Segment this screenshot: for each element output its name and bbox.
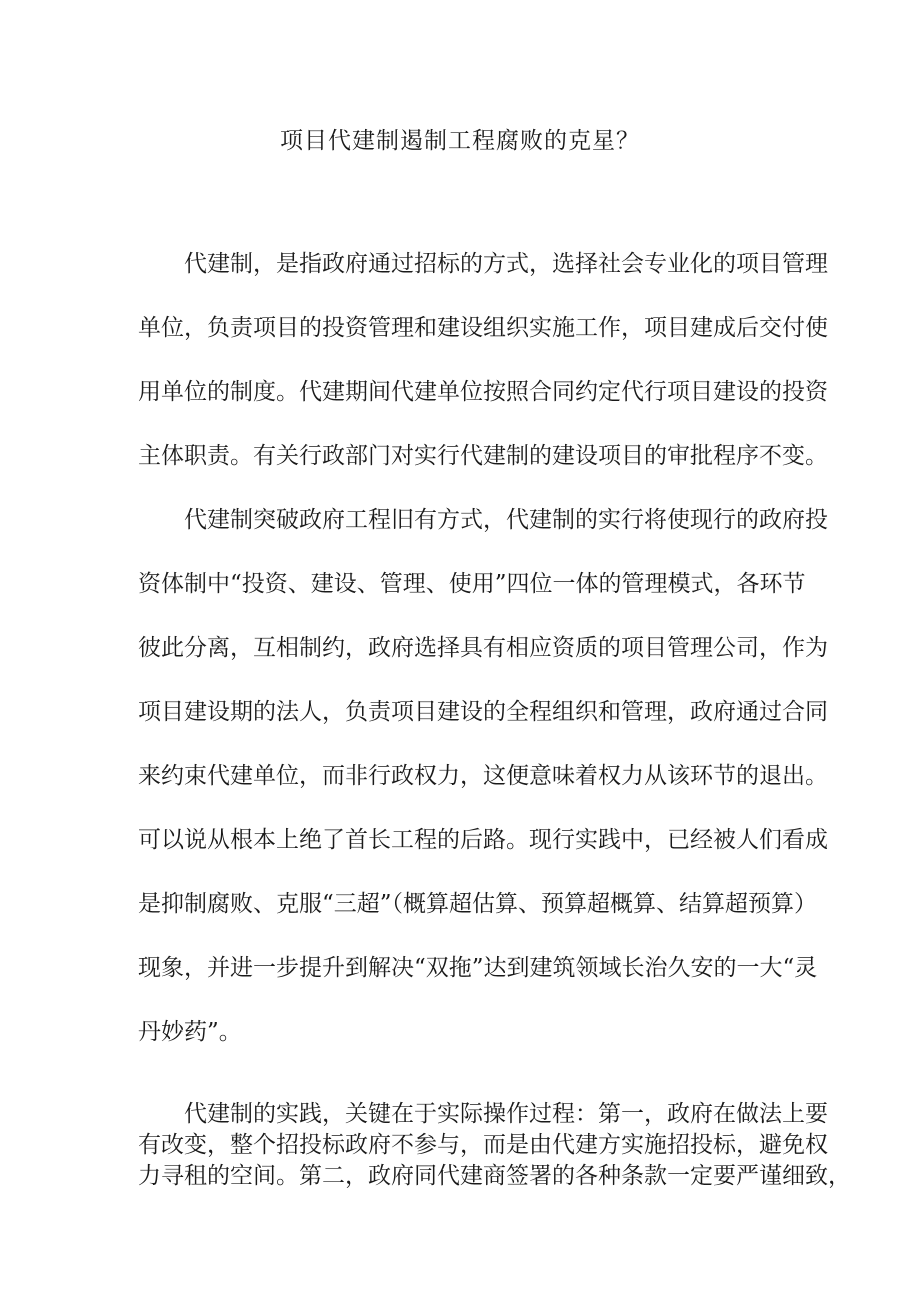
paragraph-1-line-3: 用单位的制度。代建期间代建单位按照合同约定代行项目建设的投资 [138, 379, 828, 405]
paragraph-2-line-3: 彼此分离，互相制约，政府选择具有相应资质的项目管理公司，作为 [138, 635, 828, 661]
paragraph-1-line-1: 代建制，是指政府通过招标的方式，选择社会专业化的项目管理 [184, 251, 828, 277]
paragraph-3-line-2: 有改变，整个招投标政府不参与，而是由代建方实施招投标，避免权 [138, 1132, 828, 1158]
paragraph-2-line-4: 项目建设期的法人，负责项目建设的全程组织和管理，政府通过合同 [138, 699, 828, 725]
paragraph-2-line-6: 可以说从根本上绝了首长工程的后路。现行实践中，已经被人们看成 [138, 827, 828, 853]
paragraph-3-line-1: 代建制的实践，关键在于实际操作过程：第一，政府在做法上要 [184, 1101, 828, 1127]
paragraph-2-line-2: 资体制中“投资、建设、管理、使用”四位一体的管理模式，各环节 [138, 571, 806, 597]
paragraph-2-line-5: 来约束代建单位，而非行政权力，这便意味着权力从该环节的退出。 [138, 763, 828, 789]
document-title: 项目代建制遏制工程腐败的克星？ [280, 128, 640, 154]
paragraph-2-line-9: 丹妙药”。 [138, 1019, 242, 1045]
paragraph-2-line-1: 代建制突破政府工程旧有方式，代建制的实行将使现行的政府投 [184, 507, 828, 533]
paragraph-1-line-4: 主体职责。有关行政部门对实行代建制的建设项目的审批程序不变。 [138, 443, 828, 469]
paragraph-3-line-3: 力寻租的空间。第二，政府同代建商签署的各种条款一定要严谨细致， [138, 1163, 851, 1189]
paragraph-2-line-8: 现象，并进一步提升到解决“双拖”达到建筑领域长治久安的一大“灵 [138, 955, 818, 981]
paragraph-1-line-2: 单位，负责项目的投资管理和建设组织实施工作，项目建成后交付使 [138, 315, 828, 341]
paragraph-2-line-7: 是抑制腐败、克服“三超”（概算超估算、预算超概算、结算超预算） [138, 891, 818, 917]
